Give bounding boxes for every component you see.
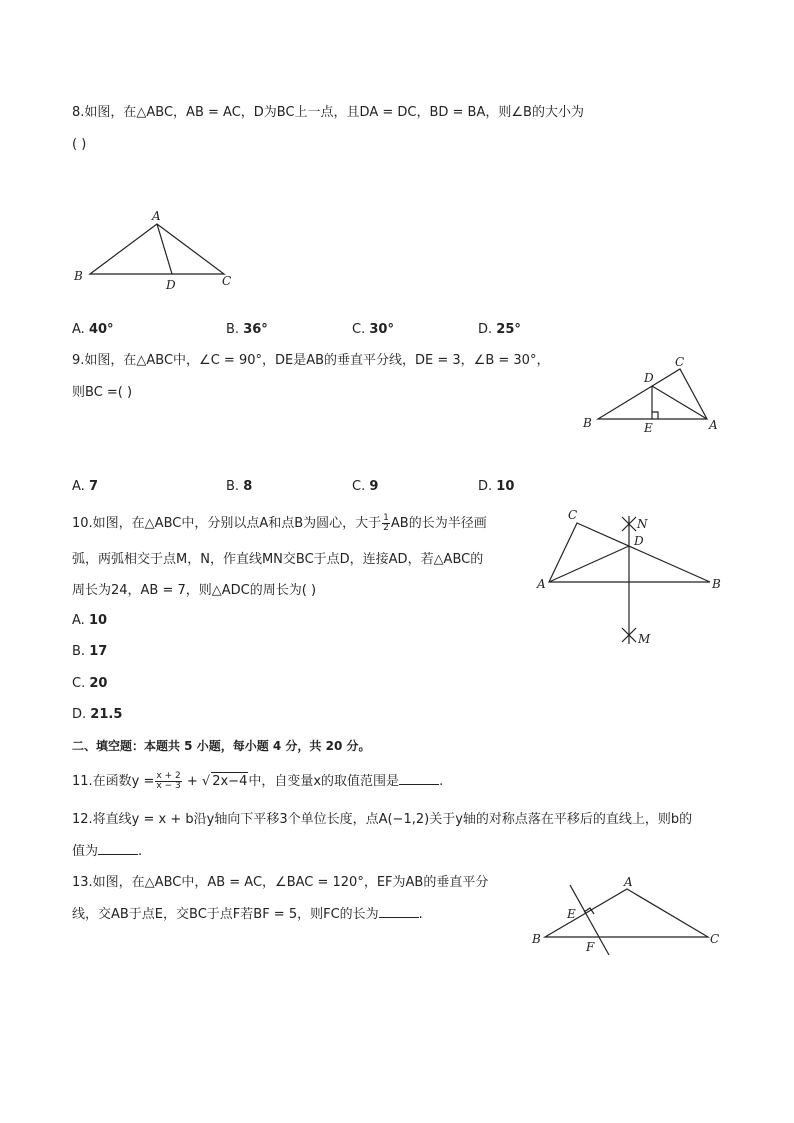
q8-label-d: D <box>166 278 176 292</box>
q8-stem-line2: ( ) <box>72 137 87 152</box>
q8-label-b: B <box>74 269 83 283</box>
q10-label-a: A <box>537 577 546 591</box>
q10-option-b-value: 17 <box>89 644 108 659</box>
q8-option-d-value: 25° <box>496 322 521 337</box>
q9-option-a-key: A. <box>72 479 85 494</box>
section-fill-in-heading: 二、填空题：本题共 5 小题，每小题 4 分，共 20 分。 <box>72 739 371 753</box>
q10-option-c-key: C. <box>72 676 86 691</box>
q8-option-d-key: D. <box>478 322 493 337</box>
q11-fraction-num: x + 2 <box>156 771 181 781</box>
q9-option-c-key: C. <box>352 479 366 494</box>
q12-stem-line2-pre: 值为 <box>72 844 99 859</box>
q10-option-d-key: D. <box>72 707 87 722</box>
q13-label-f: F <box>586 940 595 954</box>
q8-option-c-key: C. <box>352 322 366 337</box>
q13-period: . <box>418 907 423 922</box>
q11-fraction-den: x − 3 <box>156 781 181 791</box>
q12-period: . <box>138 844 143 859</box>
q9-stem-line2: 则BC =( ) <box>72 385 133 400</box>
q8-option-b-value: 36° <box>243 322 268 337</box>
q9-option-d-key: D. <box>478 479 493 494</box>
q9-option-b-value: 8 <box>243 479 253 494</box>
q13-label-e: E <box>567 907 576 921</box>
q13-label-a: A <box>624 875 633 889</box>
q9-label-a: A <box>709 418 718 432</box>
q10-stem-line2: 弧，两弧相交于点M，N，作直线MN交BC于点D，连接AD，若△ABC的 <box>72 552 484 567</box>
q10-fraction-num: 1 <box>383 513 389 523</box>
q9-option-d-value: 10 <box>496 479 515 494</box>
q10-option-c-value: 20 <box>89 676 108 691</box>
q8-option-a-key: A. <box>72 322 85 337</box>
q10-stem-line3: 周长为24，AB = 7，则△ADC的周长为( ) <box>72 583 317 598</box>
q9-option-a-value: 7 <box>88 479 98 494</box>
q8-label-a: A <box>152 209 161 223</box>
q13-stem-line2-pre: 线，交AB于点E，交BC于点F若BF = 5，则FC的长为 <box>72 907 379 922</box>
q10-fraction-den: 2 <box>383 523 389 533</box>
q9-option-b-key: B. <box>226 479 240 494</box>
q9-label-d: D <box>644 371 654 385</box>
q10-option-a-key: A. <box>72 613 85 628</box>
q10-stem-line1-pre: 10.如图，在△ABC中，分别以点A和点B为圆心，大于 <box>72 516 382 531</box>
q10-label-c: C <box>568 508 578 522</box>
q9-option-c-value: 9 <box>369 479 379 494</box>
q8-option-a-value: 40° <box>88 322 114 337</box>
q10-stem-line1-post: AB的长为半径画 <box>390 516 487 531</box>
q8-option-b-key: B. <box>226 322 240 337</box>
q13-stem-line1: 13.如图，在△ABC中，AB = AC，∠BAC = 120°，EF为AB的垂直平分 <box>72 875 489 890</box>
q10-option-b-key: B. <box>72 644 86 659</box>
q8-label-c: C <box>222 274 232 288</box>
q13-label-c: C <box>710 932 720 946</box>
q11-stem-pre: 11.在函数y = <box>72 774 155 789</box>
q11-stem-post: 中，自变量x的取值范围是 <box>248 774 400 789</box>
q9-label-c: C <box>675 355 685 369</box>
q10-label-d: D <box>634 534 644 548</box>
q10-label-n: N <box>637 517 648 531</box>
q13-label-b: B <box>532 932 541 946</box>
q10-option-a-value: 10 <box>88 613 108 628</box>
q9-label-b: B <box>583 416 592 430</box>
q8-option-c-value: 30° <box>369 322 394 337</box>
q12-stem-line1: 12.将直线y = x + b沿y轴向下平移3个单位长度，点A(−1,2)关于y轴的对称点落在平移后的直线上，则b的 <box>72 812 693 827</box>
q9-label-e: E <box>644 421 653 435</box>
q11-plus: + <box>186 774 198 789</box>
q11-sqrt-body: 2x−4 <box>212 774 248 789</box>
q10-option-d-value: 21.5 <box>90 707 123 722</box>
q11-period: . <box>439 774 444 789</box>
q11-sqrt-sign: √ <box>201 774 211 789</box>
q9-stem-line1: 9.如图，在△ABC中，∠C = 90°，DE是AB的垂直平分线，DE = 3，∠B = 30°， <box>72 353 550 368</box>
q10-label-m: M <box>638 632 651 646</box>
q10-label-b: B <box>712 577 721 591</box>
q8-stem-line1: 8.如图，在△ABC，AB = AC，D为BC上一点，且DA = DC，BD = BA，则∠B的大小为 <box>72 105 584 120</box>
